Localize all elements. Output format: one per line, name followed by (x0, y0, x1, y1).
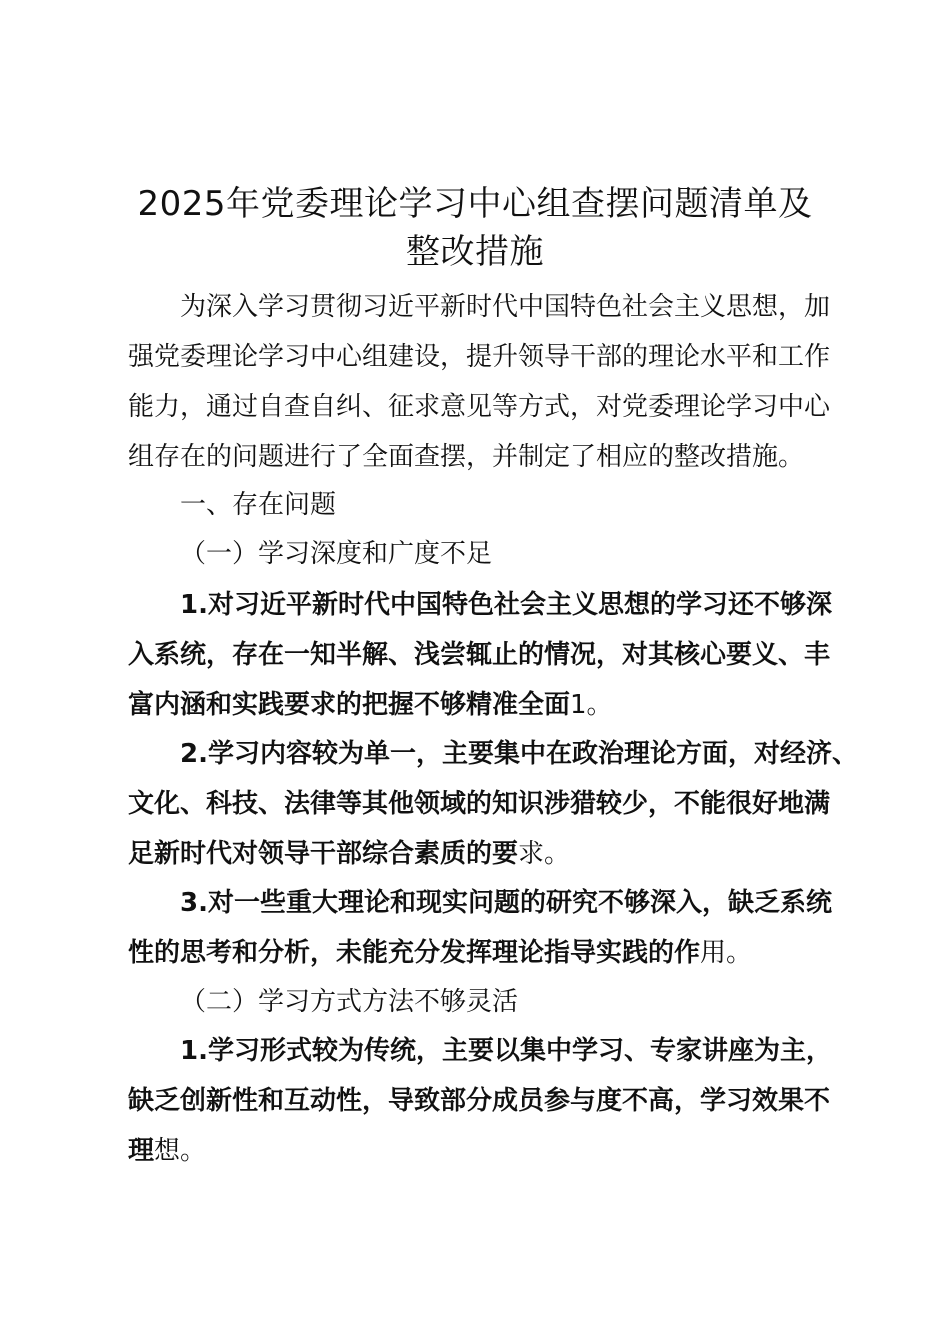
item-line: 入系统，存在一知半解、浅尝辄止的情况，对其核心要义、丰 (128, 640, 831, 670)
item-line: 文化、科技、法律等其他领域的知识涉猎较少，不能很好地满 (128, 789, 831, 819)
item-text: 性的思考和分析，未能充分发挥理论指导实践的作 (128, 938, 701, 968)
subsection-heading (128, 529, 838, 579)
subsection-1-heading: （一）学习深度和广度不足 (180, 539, 493, 569)
issue-item-3 (128, 878, 838, 978)
intro-line: 组存在的问题进行了全面查摆，并制定了相应的整改措施。 (128, 442, 805, 472)
item-line: 2.学习内容较为单一，主要集中在政治理论方面，对经济、 (180, 739, 858, 769)
item-line (128, 680, 838, 730)
section-1-heading: 一、存在问题 (180, 490, 337, 520)
title-line-1: 2025年党委理论学习中心组查摆问题清单及 (137, 184, 813, 224)
item-tail: 1。 (570, 690, 613, 720)
item-text: 理 (128, 1136, 155, 1166)
item-line: 3.对一些重大理论和现实问题的研究不够深入，缺乏系统 (180, 888, 832, 918)
item-line: 1.对习近平新时代中国特色社会主义思想的学习还不够深 (180, 590, 832, 620)
item-line: 1.学习形式较为传统，主要以集中学习、专家讲座为主， (180, 1036, 832, 1066)
item-tail: 用。 (700, 938, 753, 968)
issue-item-1 (128, 580, 838, 730)
issue-item-2 (128, 729, 858, 879)
item-line (128, 928, 838, 978)
intro-paragraph (128, 282, 838, 482)
intro-line: 能力，通过自查自纠、征求意见等方式，对党委理论学习中心 (128, 392, 831, 422)
item-line (128, 829, 838, 879)
title-line-2: 整改措施 (406, 232, 544, 272)
item-tail: 求。 (518, 839, 571, 869)
item-text: 富内涵和实践要求的把握不够精准全面 (128, 690, 571, 720)
item-text: 足新时代对领导干部综合素质的要 (128, 839, 519, 869)
item-line (128, 1126, 838, 1176)
document-title (100, 180, 850, 276)
subsection-2-heading: （二）学习方式方法不够灵活 (180, 987, 519, 1017)
item-line: 缺乏创新性和互动性，导致部分成员参与度不高，学习效果不 (128, 1086, 831, 1116)
item-tail: 想。 (154, 1136, 207, 1166)
intro-line: 为深入学习贯彻习近平新时代中国特色社会主义思想，加 (180, 292, 831, 322)
issue-item-4 (128, 1026, 838, 1176)
section-heading (128, 480, 838, 530)
intro-line: 强党委理论学习中心组建设，提升领导干部的理论水平和工作 (128, 342, 831, 372)
subsection-heading (128, 977, 838, 1027)
